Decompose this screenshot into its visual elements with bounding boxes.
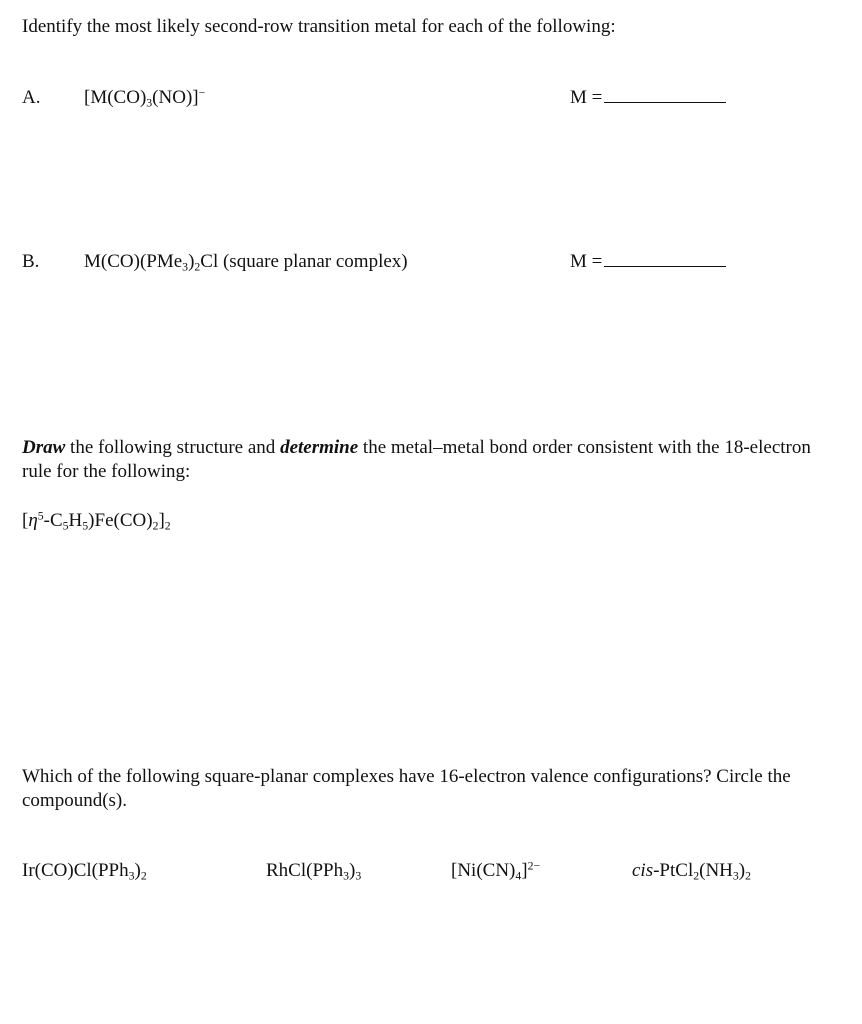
question-2-formula: $[\eta^5-C_5H_5)Fe(CO)_2]_2$ (22, 509, 171, 533)
compound-4-rest: -PtCl (653, 860, 694, 881)
determine-keyword: determine (280, 437, 359, 458)
question-2-text-1: the following structure and (65, 437, 281, 458)
item-a-letter: A. (22, 87, 41, 108)
item-a-formula: $[M(CO)_3(NO)]^-$ (84, 86, 206, 110)
compound-1[interactable]: $Ir(CO)Cl(PPh_3)_2$ (22, 860, 147, 883)
compound-2[interactable]: $RhCl(PPh_3)_3$ (266, 860, 362, 883)
item-b-answer[interactable] (570, 251, 726, 273)
cis-prefix: cis (632, 860, 654, 881)
compound-4[interactable]: cis-$PtCl_2(NH_3)_2$ (632, 860, 752, 883)
question-1-prompt: Identify the most likely second-row transition metal for each of the following: (22, 16, 616, 37)
item-b-answer-label: M = (570, 251, 603, 272)
question-3-prompt: Which of the following square-planar complexes have 16-electron valence configurations? Circle the compound(s). (22, 766, 791, 811)
draw-keyword: Draw (22, 437, 66, 458)
item-a-answer[interactable] (570, 87, 726, 109)
item-a-answer-blank[interactable] (604, 88, 726, 103)
question-2-text-2: the metal–metal bond order consistent with the 18-electron rule for the following: (22, 437, 811, 482)
compound-3[interactable]: $[Ni(CN)_4]^{2-}$ (451, 859, 541, 883)
item-b-letter: B. (22, 251, 40, 272)
question-2-prompt (22, 436, 812, 484)
item-b-answer-blank[interactable] (604, 252, 726, 267)
item-b-formula-note: (square planar complex) (218, 251, 408, 272)
item-b-formula: $M(CO)(PMe_3)_2Cl$ (square planar complex) (84, 251, 408, 274)
item-a-answer-label: M = (570, 87, 603, 108)
